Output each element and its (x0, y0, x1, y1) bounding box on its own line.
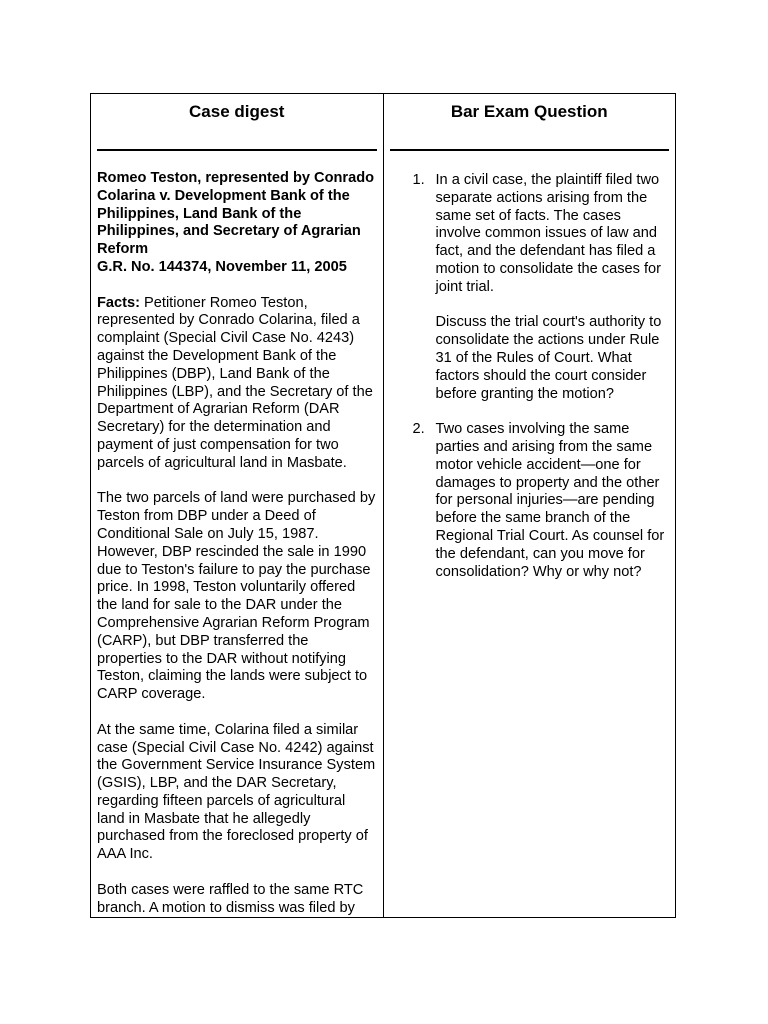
question-number: 2. (412, 421, 425, 438)
case-citation: G.R. No. 144374, November 11, 2005 (97, 258, 347, 275)
header-divider (390, 149, 670, 151)
paragraph-similar-case: At the same time, Colarina filed a similar case (Special Civil Case No. 4242) against the Government Service Insurance System (GSIS), LBP, and the DAR Secretary, regarding fifteen parcels of agricultural land in Masbate that he allegedly purchased from the foreclosed property of AAA Inc. (97, 721, 376, 863)
facts-paragraph (97, 295, 377, 473)
facts-label: Facts: (97, 294, 140, 311)
question-number: 1. (412, 172, 425, 188)
case-digest-header: Case digest (189, 102, 285, 121)
bar-exam-header: Bar Exam Question (450, 102, 608, 121)
bar-exam-column (384, 94, 676, 917)
question-text: Two cases involving the same parties and arising from the same motor vehicle accident—one for damages to property and the other for personal injuries—are pending before the same branch of the Regional Trial Court. As counsel for the defendant, can you move for consolidation? Why or why not? (435, 421, 665, 580)
question-text: In a civil case, the plaintiff filed two separate actions arising from the same set of facts. The cases involve common issues of law and fact, and the defendant has filed a motion to consolidate the cases for joint trial. (435, 172, 662, 295)
case-title (97, 170, 377, 277)
header-divider (97, 149, 377, 151)
case-digest-body (97, 170, 377, 917)
question-item (402, 421, 670, 581)
case-name: Romeo Teston, represented by Conrado Colarina v. Development Bank of the Philippines, Land Bank of the Philippines, and Secretary of Agrarian Reform (97, 170, 375, 258)
question-list (402, 172, 670, 599)
facts-text: Petitioner Romeo Teston, represented by Conrado Colarina, filed a complaint (Special Civil Case No. 4243) against the Development Bank of the Philippines (DBP), Land Bank of the Philippines (LBP), and the Secretary of the Department of Agrarian Reform (DAR Secretary) for the determination and payment of just compensation for two parcels of agricultural land in Masbate. (97, 294, 373, 471)
question-text: Discuss the trial court's authority to consolidate the actions under Rule 31 of the Rules of Court. What factors should the court consider before granting the motion? (435, 314, 662, 402)
case-digest-column (91, 94, 384, 917)
digest-table (90, 93, 676, 918)
question-item (402, 172, 670, 403)
paragraph-land-purchase: The two parcels of land were purchased by Teston from DBP under a Deed of Conditional Sale on July 15, 1987. However, DBP rescinded the sale in 1990 due to Teston's failure to pay the purchase price. In 1998, Teston voluntarily offered the land for sale to the DAR under the Comprehensive Agrarian Reform Program (CARP), but DBP transferred the properties to the DAR without notifying Teston, claiming the lands were subject to CARP coverage. (97, 490, 376, 703)
paragraph-raffle: Both cases were raffled to the same RTC branch. A motion to dismiss was filed by (97, 881, 364, 916)
